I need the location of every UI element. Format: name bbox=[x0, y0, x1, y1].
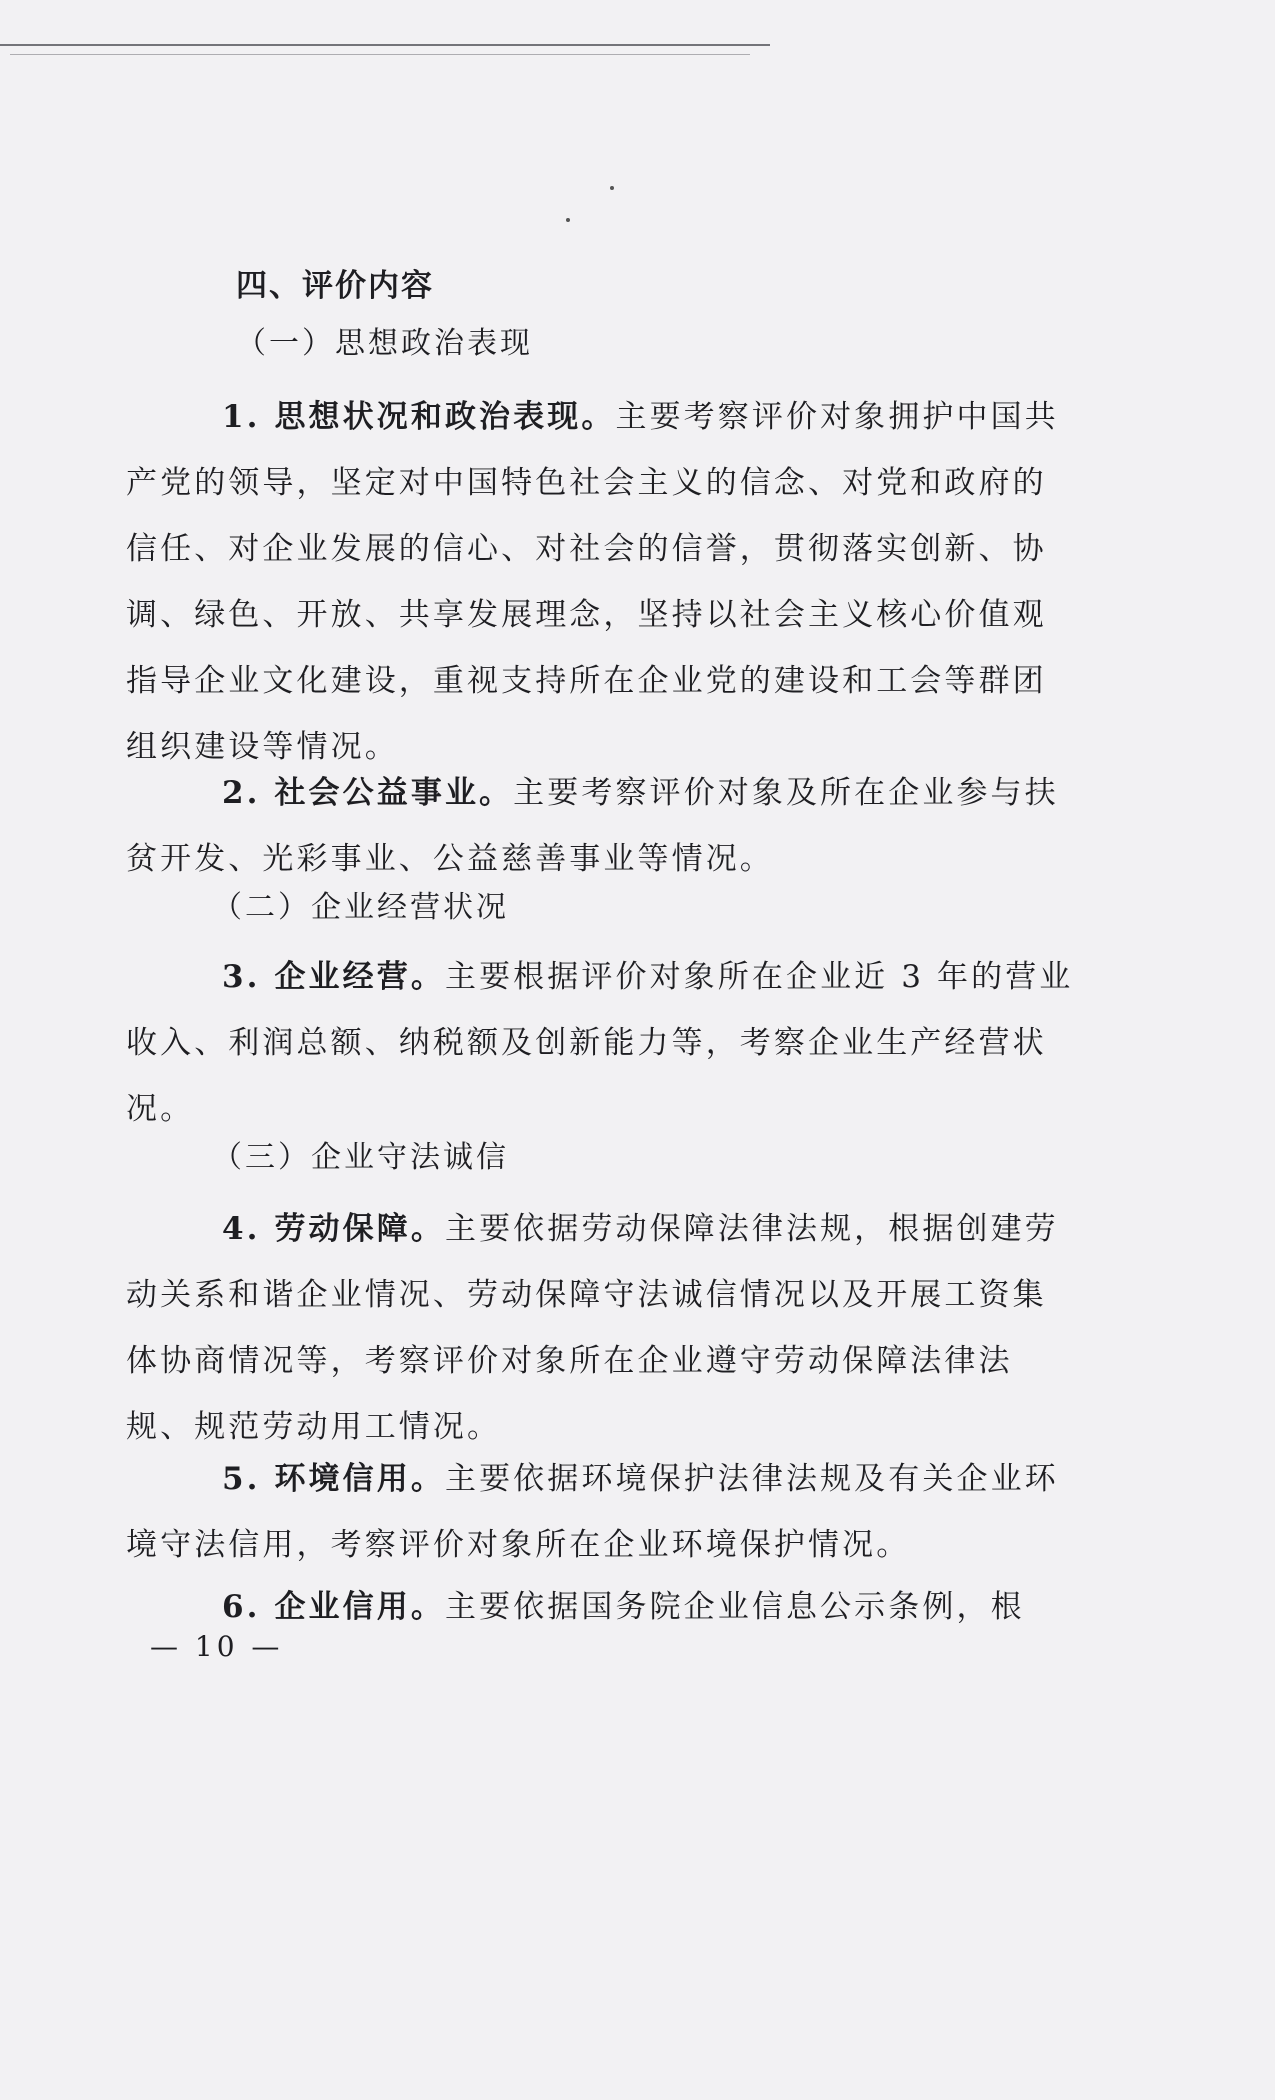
scan-speck bbox=[610, 186, 614, 190]
paragraph-1-body: 主要考察评价对象拥护中国共产党的领导，坚定对中国特色社会主义的信念、对党和政府的信任、对企业发展的信心、对社会的信誉，贯彻落实创新、协调、绿色、开放、共享发展理念，坚持以社会主义核心价值观指导企业文化建设，重视支持所在企业党的建设和工会等群团组织建设等情况。 bbox=[126, 399, 1059, 765]
paragraph-6-body: 主要依据国务院企业信息公示条例，根 bbox=[444, 1589, 1025, 1625]
page-number: — 10 — bbox=[150, 1630, 284, 1663]
paragraph-3-body: 主要根据评价对象所在企业近 3 年的营业收入、利润总额、纳税额及创新能力等，考察企业生产经营状况。 bbox=[126, 959, 1074, 1127]
paragraph-6-lead: 6. 企业信用。 bbox=[222, 1589, 445, 1625]
scan-edge-line bbox=[0, 44, 770, 46]
paragraph-5 bbox=[126, 1446, 1076, 1578]
paragraph-2 bbox=[126, 760, 1076, 892]
subheading-business: （二）企业经营状况 bbox=[212, 890, 509, 925]
section-heading: 四、评价内容 bbox=[236, 268, 434, 304]
subheading-political: （一）思想政治表现 bbox=[236, 326, 533, 361]
paragraph-4-body: 主要依据劳动保障法律法规，根据创建劳动关系和谐企业情况、劳动保障守法诚信情况以及开展工资集体协商情况等，考察评价对象所在企业遵守劳动保障法律法规、规范劳动用工情况。 bbox=[126, 1211, 1059, 1445]
scan-edge-line-secondary bbox=[10, 54, 750, 55]
paragraph-4-lead: 4. 劳动保障。 bbox=[222, 1211, 445, 1247]
scan-speck bbox=[566, 218, 570, 222]
paragraph-4 bbox=[126, 1196, 1076, 1460]
paragraph-2-body: 主要考察评价对象及所在企业参与扶贫开发、光彩事业、公益慈善事业等情况。 bbox=[126, 775, 1059, 877]
paragraph-5-lead: 5. 环境信用。 bbox=[222, 1461, 445, 1497]
paragraph-2-lead: 2. 社会公益事业。 bbox=[222, 775, 514, 811]
paragraph-3 bbox=[126, 944, 1076, 1142]
paragraph-3-lead: 3. 企业经营。 bbox=[222, 959, 445, 995]
subheading-compliance: （三）企业守法诚信 bbox=[212, 1140, 509, 1175]
paragraph-1 bbox=[126, 384, 1076, 780]
paragraph-1-lead: 1. 思想状况和政治表现。 bbox=[222, 399, 616, 435]
paragraph-5-body: 主要依据环境保护法律法规及有关企业环境守法信用，考察评价对象所在企业环境保护情况。 bbox=[126, 1461, 1059, 1563]
